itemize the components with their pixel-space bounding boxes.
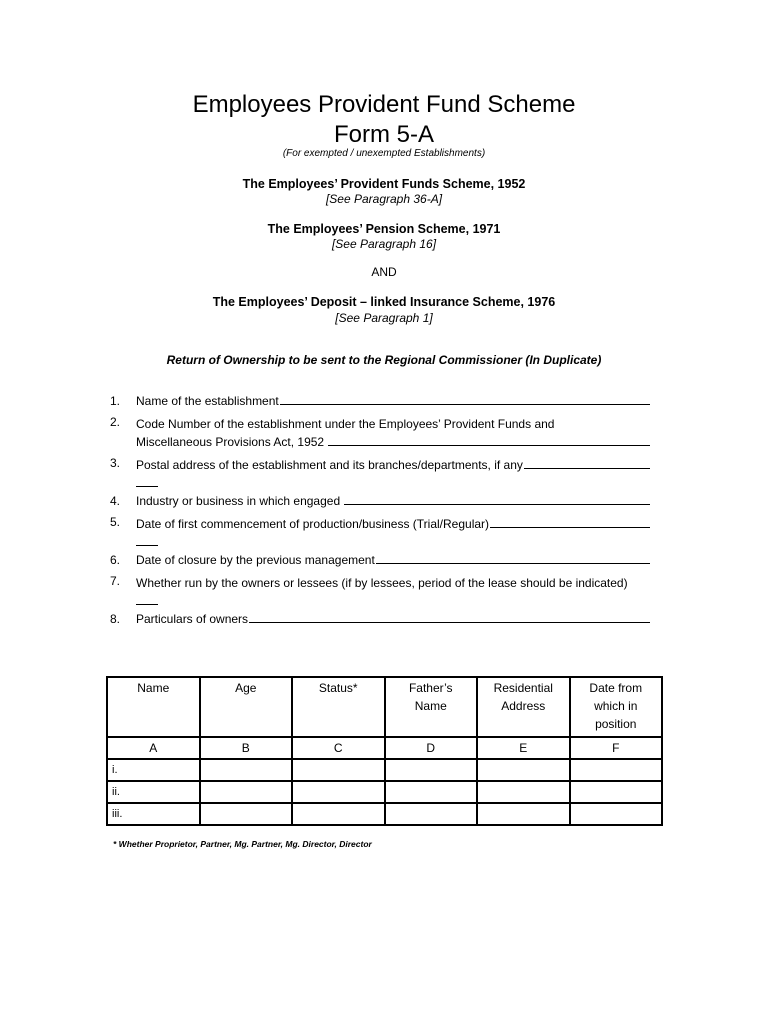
industry-field[interactable] (344, 492, 650, 505)
column-letter: C (292, 737, 385, 759)
item-label: Code Number of the establishment under the Employees’ Provident Funds and (136, 417, 555, 431)
table-cell[interactable] (292, 759, 385, 781)
table-cell[interactable] (385, 781, 478, 803)
owners-particulars-field[interactable] (249, 610, 650, 623)
form-item (110, 415, 650, 451)
form-subtitle: (For exempted / unexempted Establishments) (282, 148, 486, 159)
item-label: Particulars of owners (136, 612, 249, 626)
commencement-date-field-continued[interactable] (136, 533, 158, 546)
form-item (110, 515, 650, 546)
table-cell[interactable] (292, 781, 385, 803)
table-cell[interactable] (570, 781, 663, 803)
scheme-title: The Employees’ Provident Funds Scheme, 1952 (242, 177, 526, 191)
table-cell[interactable] (570, 803, 663, 825)
scheme-paragraph: [See Paragraph 36-A] (325, 192, 443, 206)
column-letter: B (200, 737, 293, 759)
scheme-title: The Employees’ Deposit – linked Insurance Scheme, 1976 (212, 295, 556, 309)
table-row (107, 759, 662, 781)
item-label-continued: Miscellaneous Provisions Act, 1952 (136, 435, 325, 449)
owners-table (106, 676, 663, 826)
item-number: 1. (110, 394, 121, 408)
postal-address-field[interactable] (524, 456, 650, 469)
scheme-paragraph: [See Paragraph 1] (335, 311, 433, 325)
form-title: Employees Provident Fund Scheme (192, 91, 576, 118)
column-letter: F (570, 737, 663, 759)
table-row (107, 803, 662, 825)
footnote: * Whether Proprietor, Partner, Mg. Partner, Mg. Director, Director (113, 839, 372, 849)
item-number: 3. (110, 456, 121, 470)
table-cell[interactable] (385, 759, 478, 781)
column-header: Date from which in position (570, 677, 663, 737)
table-header-row (107, 677, 662, 737)
form-item (110, 392, 650, 410)
column-header: Status* (292, 677, 385, 737)
form-number: Form 5-A (333, 121, 434, 148)
form-item (110, 574, 650, 605)
code-number-field[interactable] (328, 433, 650, 446)
item-label: Whether run by the owners or lessees (if by lessees, period of the lease should be indicated) (136, 576, 628, 590)
commencement-date-field[interactable] (490, 515, 650, 528)
item-number: 4. (110, 494, 121, 508)
scheme-paragraph: [See Paragraph 16] (331, 237, 437, 251)
item-label: Name of the establishment (136, 394, 279, 408)
scheme-title: The Employees’ Pension Scheme, 1971 (267, 222, 501, 236)
form-item (110, 456, 650, 487)
item-label: Postal address of the establishment and its branches/departments, if any (136, 458, 523, 472)
and-label: AND (371, 265, 397, 279)
table-cell[interactable] (292, 803, 385, 825)
column-letter: E (477, 737, 570, 759)
table-cell[interactable] (200, 803, 293, 825)
column-letter: A (107, 737, 200, 759)
column-header: Age (200, 677, 293, 737)
item-number: 8. (110, 612, 121, 626)
row-label: iii. (107, 803, 200, 825)
return-heading: Return of Ownership to be sent to the Regional Commissioner (In Duplicate) (166, 353, 602, 367)
item-label: Date of closure by the previous management (136, 553, 375, 567)
closure-date-field[interactable] (376, 551, 650, 564)
item-number: 7. (110, 574, 121, 588)
table-letter-row (107, 737, 662, 759)
column-header: Residential Address (477, 677, 570, 737)
item-number: 2. (110, 415, 121, 429)
table-cell[interactable] (570, 759, 663, 781)
form-item (110, 610, 650, 628)
table-row (107, 781, 662, 803)
postal-address-field-continued[interactable] (136, 474, 158, 487)
item-label: Date of first commencement of production/business (Trial/Regular) (136, 517, 490, 531)
table-cell[interactable] (477, 781, 570, 803)
table-cell[interactable] (477, 803, 570, 825)
establishment-name-field[interactable] (280, 392, 650, 405)
item-number: 5. (110, 515, 121, 529)
item-number: 6. (110, 553, 121, 567)
form-item (110, 551, 650, 569)
lease-period-field[interactable] (136, 592, 158, 605)
row-label: ii. (107, 781, 200, 803)
table-cell[interactable] (477, 759, 570, 781)
table-cell[interactable] (200, 781, 293, 803)
table-cell[interactable] (200, 759, 293, 781)
form-items (110, 392, 650, 628)
item-label: Industry or business in which engaged (136, 494, 341, 508)
column-header: Name (107, 677, 200, 737)
column-header: Father’s Name (385, 677, 478, 737)
row-label: i. (107, 759, 200, 781)
column-letter: D (385, 737, 478, 759)
table-cell[interactable] (385, 803, 478, 825)
form-item (110, 492, 650, 510)
